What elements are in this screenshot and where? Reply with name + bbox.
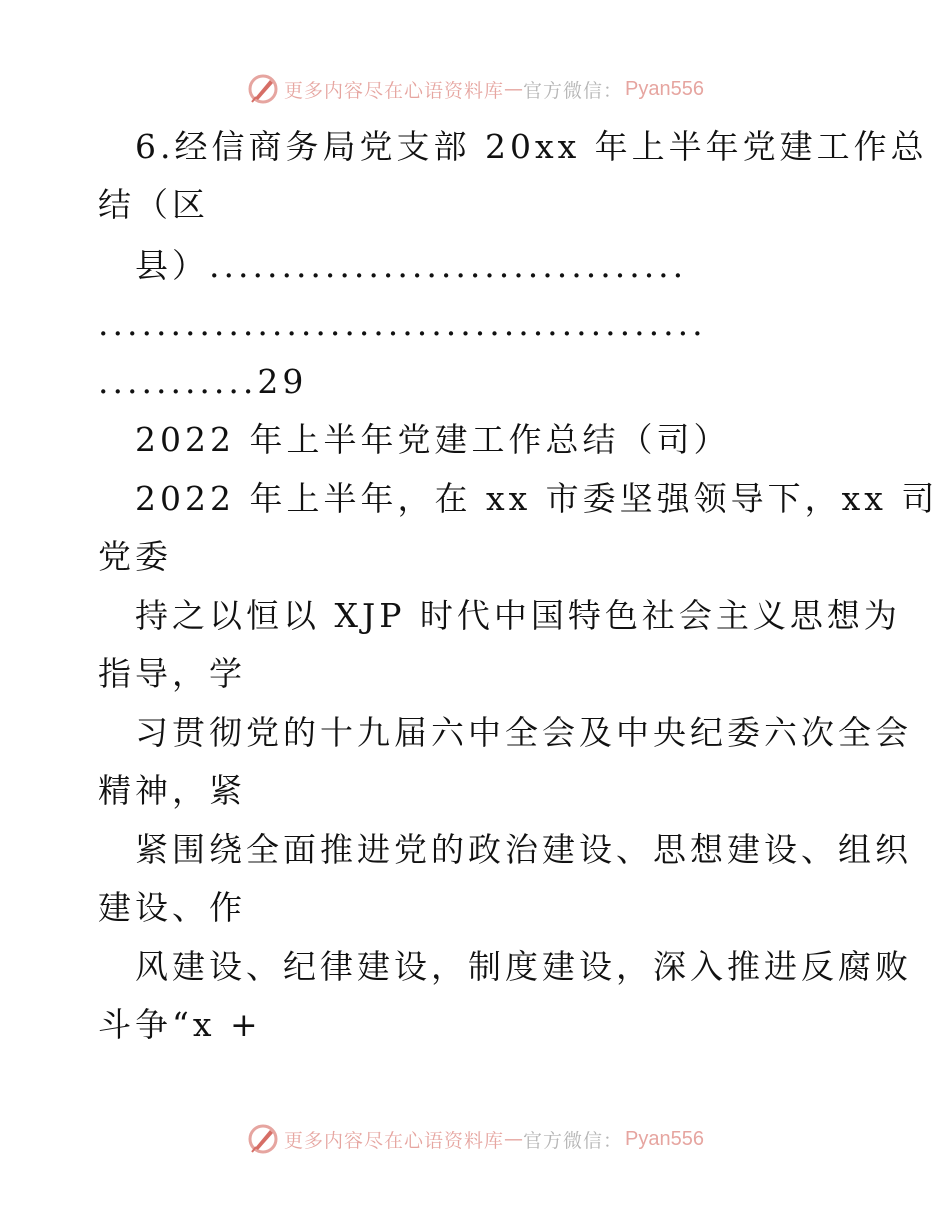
toc-entry-line-2: 结（区 bbox=[98, 185, 209, 224]
paragraph-line: 持之以恒以 XJP 时代中国特色社会主义思想为 bbox=[135, 596, 901, 635]
watermark-dash: — bbox=[504, 1128, 524, 1150]
paragraph-line: 精神，紧 bbox=[98, 771, 246, 810]
watermark-brand: 更多内容尽在心语资料库 bbox=[284, 79, 505, 102]
paragraph-line: 党委 bbox=[98, 537, 172, 576]
watermark-account: Pyan556 bbox=[625, 77, 704, 100]
watermark-label: 官方微信： bbox=[523, 79, 624, 102]
header-watermark bbox=[0, 72, 950, 106]
quill-logo-icon bbox=[246, 1122, 280, 1156]
toc-entry-line-1: 6.经信商务局党支部 20xx 年上半年党建工作总 bbox=[135, 127, 928, 166]
paragraph-line: 风建设、纪律建设，制度建设，深入推进反腐败 bbox=[135, 947, 912, 986]
paragraph-line: 斗争“x + bbox=[98, 1005, 262, 1044]
watermark-dash: — bbox=[504, 78, 524, 100]
toc-entry-line-3: 县）................................. bbox=[135, 246, 688, 285]
watermark-brand: 更多内容尽在心语资料库 bbox=[284, 1129, 505, 1152]
toc-leader-dots: .......................................... bbox=[98, 304, 707, 343]
watermark-text bbox=[284, 1126, 704, 1153]
paragraph-line: 习贯彻党的十九届六中全会及中央纪委六次全会 bbox=[135, 713, 912, 752]
quill-logo-icon bbox=[246, 72, 280, 106]
toc-page-number: ...........29 bbox=[98, 362, 308, 401]
watermark-text bbox=[284, 76, 704, 103]
paragraph-line: 紧围绕全面推进党的政治建设、思想建设、组织 bbox=[135, 830, 912, 869]
watermark-label: 官方微信： bbox=[523, 1129, 624, 1152]
paragraph-line: 建设、作 bbox=[98, 888, 246, 927]
section-title: 2022 年上半年党建工作总结（司） bbox=[135, 420, 731, 459]
paragraph-line: 指导，学 bbox=[98, 654, 246, 693]
footer-watermark bbox=[0, 1122, 950, 1156]
watermark-account: Pyan556 bbox=[625, 1127, 704, 1150]
paragraph-line: 2022 年上半年，在 xx 市委坚强领导下，xx 司 bbox=[135, 479, 939, 518]
